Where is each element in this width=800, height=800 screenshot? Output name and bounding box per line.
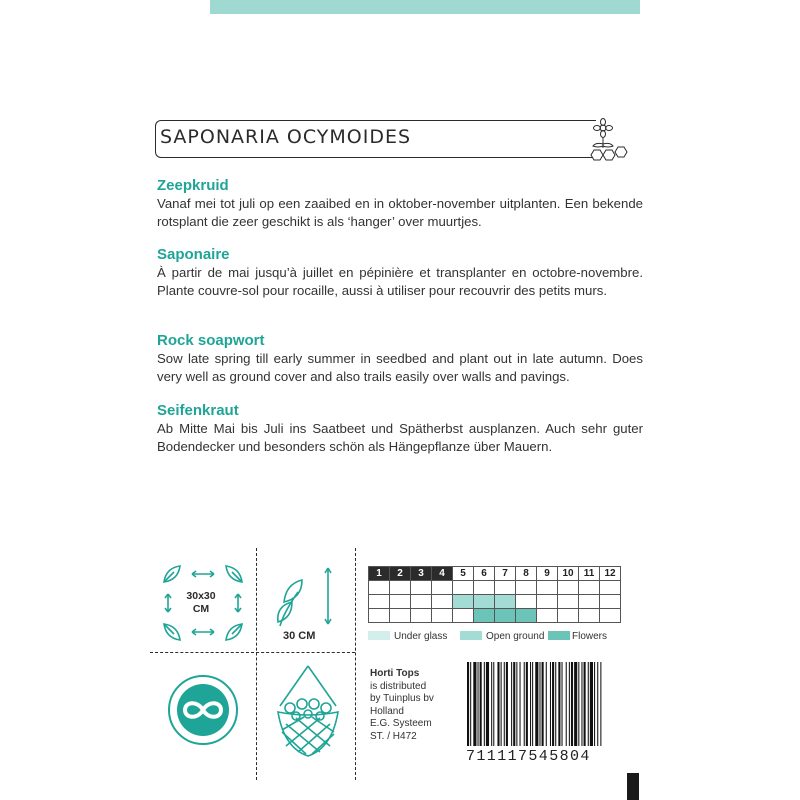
barcode-bar <box>539 662 540 746</box>
brand-line: Holland <box>370 705 404 717</box>
row-flowers <box>369 609 621 623</box>
barcode-bar <box>491 662 492 746</box>
calendar-cell <box>369 595 390 609</box>
section-dutch <box>157 177 643 231</box>
calendar-cell <box>474 609 495 623</box>
calendar-cell <box>537 609 558 623</box>
calendar-cell <box>453 609 474 623</box>
barcode-bar <box>532 662 533 746</box>
barcode-bar <box>513 662 515 746</box>
barcode-bar <box>584 662 586 746</box>
barcode-bar <box>473 662 476 746</box>
barcode-bar <box>524 662 525 746</box>
calendar-cell <box>474 581 495 595</box>
calendar-cell <box>558 581 579 595</box>
brand-line: by Tuinplus bv <box>370 693 434 704</box>
brand-name: Horti Tops <box>370 668 420 679</box>
calendar-cell <box>495 595 516 609</box>
section-heading: Rock soapwort <box>157 332 265 349</box>
calendar-cell <box>474 595 495 609</box>
month-header: 11 <box>579 567 600 581</box>
flower-icon <box>578 114 638 164</box>
calendar-cell <box>453 595 474 609</box>
month-header: 5 <box>453 567 474 581</box>
brand-line: is distributed <box>370 680 427 692</box>
barcode-bar <box>588 662 589 746</box>
row-open-ground <box>369 595 621 609</box>
barcode-bar <box>597 662 598 746</box>
section-german <box>157 402 643 456</box>
legend-swatch-open-ground <box>460 631 482 640</box>
month-header: 8 <box>516 567 537 581</box>
month-header: 6 <box>474 567 495 581</box>
barcode-bar <box>516 662 517 746</box>
barcode-bar <box>535 662 538 746</box>
barcode-bar <box>566 662 567 746</box>
brand-line: ST. / H472 <box>370 730 417 742</box>
calendar-cell <box>579 595 600 609</box>
month-header: 12 <box>600 567 621 581</box>
calendar-cell <box>600 595 621 609</box>
calendar-cell <box>453 581 474 595</box>
barcode-bar <box>530 662 531 746</box>
section-text: Ab Mitte Mai bis Juli ins Saatbeet und Spätherbst ausplanzen. Auch sehr guter Bodendecker und besonders schön als Hängepflanze über Mauern. <box>157 421 643 454</box>
barcode-bar <box>480 662 482 746</box>
barcode-bar <box>484 662 485 746</box>
calendar-cell <box>411 581 432 595</box>
calendar-cell <box>579 609 600 623</box>
barcode-bar <box>526 662 528 746</box>
barcode-bar <box>506 662 508 746</box>
legend-open-ground: Open ground <box>486 631 545 642</box>
section-heading: Zeepkruid <box>157 177 229 194</box>
calendar-cell <box>369 581 390 595</box>
calendar-cell <box>600 609 621 623</box>
barcode-digits: 711117545804 <box>466 748 591 765</box>
barcode-bar <box>501 662 502 746</box>
calendar-cell <box>495 581 516 595</box>
month-header: 3 <box>411 567 432 581</box>
barcode-bar <box>520 662 521 746</box>
barcode-bar <box>504 662 505 746</box>
barcode-bar <box>581 662 582 746</box>
sowing-calendar <box>368 566 621 623</box>
barcode-bar <box>470 662 471 746</box>
calendar-cell <box>516 609 537 623</box>
height-label: 30 CM <box>283 630 316 642</box>
section-text: À partir de mai jusqu’à juillet en pépinière et transplanter en octobre-novembre. Plante couvre-sol pour rocaille, aussi à utiliser pour recouvrir des petits murs. <box>157 265 643 298</box>
title-box <box>155 120 625 160</box>
barcode-bar <box>558 662 560 746</box>
product-title: SAPONARIA OCYMOIDES <box>160 126 412 148</box>
legend-swatch-under-glass <box>368 631 390 640</box>
top-color-bar <box>210 0 640 14</box>
month-header: 9 <box>537 567 558 581</box>
barcode-bar <box>578 662 579 746</box>
row-under-glass <box>369 581 621 595</box>
calendar-cell <box>369 609 390 623</box>
calendar-cell <box>558 595 579 609</box>
barcode-bar <box>571 662 573 746</box>
divider-vertical <box>355 548 357 780</box>
calendar-cell <box>390 581 411 595</box>
legend-flowers: Flowers <box>572 631 608 642</box>
barcode-bar <box>600 662 601 746</box>
calendar-cell <box>537 595 558 609</box>
calendar-cell <box>432 581 453 595</box>
spacing-value: 30x30 <box>186 590 216 602</box>
calendar-cell <box>495 609 516 623</box>
barcode-bar <box>550 662 551 746</box>
section-french <box>157 246 643 300</box>
divider-horizontal <box>150 652 355 654</box>
barcode-bar <box>546 662 547 746</box>
barcode <box>466 662 638 752</box>
plant-height-icon <box>270 562 340 630</box>
calendar-cell <box>579 581 600 595</box>
perennial-icon <box>165 672 241 748</box>
month-header: 2 <box>390 567 411 581</box>
barcode-bar <box>511 662 512 746</box>
section-text: Vanaf mei tot juli op een zaaibed en in oktober-november uitplanten. Een bekende rotsplant die zeer geschikt is als ‘hanger’ over muurtjes. <box>157 196 643 229</box>
section-english <box>157 332 643 386</box>
barcode-bar <box>594 662 595 746</box>
section-heading: Seifenkraut <box>157 402 239 419</box>
month-header: 4 <box>432 567 453 581</box>
barcode-bar <box>467 662 469 746</box>
calendar-cell <box>411 609 432 623</box>
calendar-cell <box>537 581 558 595</box>
barcode-bar <box>486 662 489 746</box>
barcode-bar <box>562 662 563 746</box>
calendar-cell <box>516 581 537 595</box>
spacing-label <box>184 590 218 616</box>
barcode-bar <box>493 662 494 746</box>
barcode-bar <box>497 662 499 746</box>
barcode-bar <box>542 662 544 746</box>
barcode-bar <box>590 662 593 746</box>
spacing-unit: CM <box>192 603 210 615</box>
barcode-bar <box>574 662 577 746</box>
brand-line: E.G. Systeem <box>370 718 432 729</box>
calendar-cell <box>411 595 432 609</box>
legend-swatch-flowers <box>548 631 570 640</box>
calendar-cell <box>600 581 621 595</box>
distributor-info <box>370 668 434 743</box>
calendar-cell <box>432 595 453 609</box>
section-heading: Saponaire <box>157 246 230 263</box>
barcode-bar <box>555 662 556 746</box>
barcode-bar <box>478 662 479 746</box>
calendar-cell <box>390 595 411 609</box>
bottom-tab-mark <box>627 773 639 800</box>
calendar-cell <box>390 609 411 623</box>
hanging-basket-icon <box>268 662 348 762</box>
barcode-bar <box>552 662 554 746</box>
legend-under-glass: Under glass <box>394 631 448 642</box>
barcode-bar <box>569 662 570 746</box>
divider-vertical <box>256 548 258 780</box>
month-header: 10 <box>558 567 579 581</box>
month-header: 7 <box>495 567 516 581</box>
section-text: Sow late spring till early summer in seedbed and plant out in late autumn. Does very well as ground cover and also trails easily over walls and pavings. <box>157 351 643 384</box>
calendar-cell <box>516 595 537 609</box>
calendar-cell <box>432 609 453 623</box>
month-header: 1 <box>369 567 390 581</box>
calendar-cell <box>558 609 579 623</box>
